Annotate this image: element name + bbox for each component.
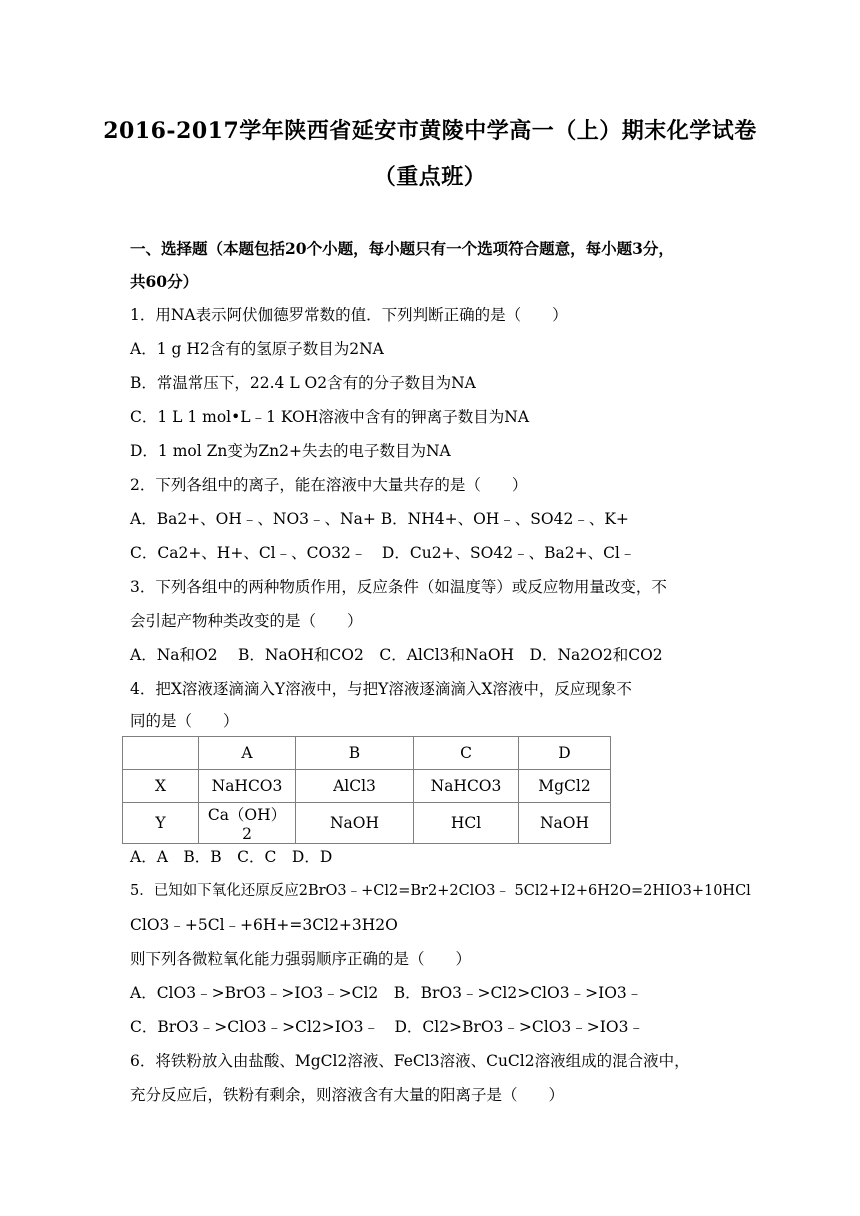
- q1-option-a: A．1 g H2含有的氢原子数目为2NA: [130, 340, 384, 358]
- table-cell: NaHCO3: [414, 770, 519, 803]
- question-5-prompt: 则下列各微粒氧化能力强弱顺序正确的是（ ）: [130, 950, 472, 968]
- table-row: [123, 737, 611, 770]
- question-6: 6．将铁粉放入由盐酸、MgCl2溶液、FeCl3溶液、CuCl2溶液组成的混合液中，: [130, 1052, 690, 1070]
- question-2: 2．下列各组中的离子，能在溶液中大量共存的是（ ）: [130, 476, 528, 494]
- question-3-cont: 会引起产物种类改变的是（ ）: [130, 612, 363, 630]
- section-heading: 一、选择题（本题包括20个小题，每小题只有一个选项符合题意，每小题3分，: [130, 239, 674, 258]
- question-3: 3．下列各组中的两种物质作用，反应条件（如温度等）或反应物用量改变，不: [130, 578, 667, 596]
- section-heading-cont: 共60分）: [130, 272, 199, 291]
- q1-option-b: B．常温常压下，22.4 L O2含有的分子数目为NA: [130, 374, 476, 392]
- table-row: [123, 803, 611, 844]
- table-cell: AlCl3: [296, 770, 414, 803]
- table-cell: NaOH: [519, 803, 611, 844]
- table-header-cell: B: [296, 737, 414, 770]
- question-1: 1．用NA表示阿伏伽德罗常数的值．下列判断正确的是（ ）: [130, 306, 568, 324]
- q5-options-cd: C．BrO3﹣>ClO3﹣>Cl2>IO3﹣ D．Cl2>BrO3﹣>ClO3﹣>IO3﹣: [130, 1018, 644, 1036]
- document-title: 2016-2017学年陕西省延安市黄陵中学高一（上）期末化学试卷: [103, 118, 757, 144]
- question-4-table: [122, 736, 611, 844]
- question-5: 5．已知如下氧化还原反应2BrO3﹣+Cl2=Br2+2ClO3﹣ 5Cl2+I2+6H2O=2HIO3+10HCl: [130, 883, 751, 899]
- q5-options-ab: A．ClO3﹣>BrO3﹣>IO3﹣>Cl2 B．BrO3﹣>Cl2>ClO3﹣>IO3﹣: [130, 984, 643, 1002]
- table-header-cell: [123, 737, 199, 770]
- q1-option-c: C．1 L 1 mol•L﹣1 KOH溶液中含有的钾离子数目为NA: [130, 408, 530, 426]
- table-header-cell: A: [199, 737, 296, 770]
- table-cell: HCl: [414, 803, 519, 844]
- table-cell: X: [123, 770, 199, 803]
- table-cell: Ca（OH）2: [199, 803, 296, 844]
- table-cell: NaOH: [296, 803, 414, 844]
- table-cell: Y: [123, 803, 199, 844]
- q4-options: A．A B．B C．C D．D: [130, 848, 333, 866]
- table-row: [123, 770, 611, 803]
- table-header-cell: C: [414, 737, 519, 770]
- q1-option-d: D．1 mol Zn变为Zn2+失去的电子数目为NA: [130, 442, 451, 460]
- q2-options-cd: C．Ca2+、H+、Cl﹣、CO32﹣ D．Cu2+、SO42﹣、Ba2+、Cl﹣: [130, 544, 636, 562]
- q2-options-ab: A．Ba2+、OH﹣、NO3﹣、Na+ B．NH4+、OH﹣、SO42﹣、K+: [130, 510, 629, 528]
- table-cell: NaHCO3: [199, 770, 296, 803]
- question-4-cont: 同的是（ ）: [130, 712, 239, 730]
- question-5-equation: ClO3﹣+5Cl﹣+6H+=3Cl2+3H2O: [130, 916, 398, 934]
- question-6-cont: 充分反应后，铁粉有剩余，则溶液含有大量的阳离子是（ ）: [130, 1086, 565, 1104]
- table-cell: MgCl2: [519, 770, 611, 803]
- table-header-cell: D: [519, 737, 611, 770]
- document-subtitle: （重点班）: [373, 164, 487, 190]
- question-4: 4．把X溶液逐滴滴入Y溶液中，与把Y溶液逐滴滴入X溶液中，反应现象不: [130, 680, 632, 698]
- q3-options: A．Na和O2 B．NaOH和CO2 C．AlCl3和NaOH D．Na2O2和CO2: [130, 646, 663, 664]
